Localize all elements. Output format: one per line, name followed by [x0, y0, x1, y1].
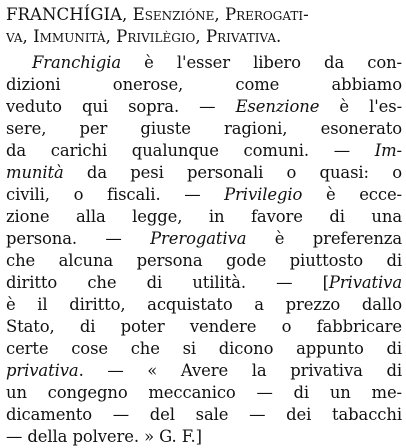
italic-term: Prerogativa [150, 229, 247, 248]
text-run: certe cose che si dicono appunto di [6, 339, 402, 358]
headword-privilegio: Privilègio [116, 27, 196, 46]
headword-immunita: Immunità [33, 27, 106, 46]
text-run: zione alla legge, in favore di una [6, 207, 402, 226]
headword-franchigia: FRANCHÍGIA [6, 5, 123, 24]
italic-term: Im- [374, 141, 402, 160]
text-line [6, 184, 402, 206]
headword-esenzione: Esenzióne [132, 5, 215, 24]
text-run: dizioni onerose, come abbiamo [6, 75, 402, 94]
text-run: Stato, di poter vendere o fabbricare [6, 317, 402, 336]
text-run: dicamento — del sale — dei tabacchi [6, 405, 402, 424]
text-run: è il diritto, acquistato a prezzo dallo [6, 295, 402, 314]
text-run: è l'esser libero da con- [121, 53, 402, 72]
text-run: civili, o fiscali. — [6, 185, 225, 204]
text-line [6, 74, 402, 96]
text-line [6, 250, 402, 272]
text-run: è preferenza [246, 229, 402, 248]
text-line [6, 140, 402, 162]
entry-heading: FRANCHÍGIA, Esenzióne, Prerogati- va, Immunità, Privilègio, Privativa. [6, 5, 309, 46]
italic-term: Franchigia [32, 53, 122, 72]
text-run: persona. — [6, 229, 151, 248]
text-run: che alcuna persona gode piuttosto di [6, 251, 402, 270]
text-line [6, 338, 402, 360]
entry-body [6, 52, 402, 448]
italic-term: privativa [6, 361, 79, 380]
text-line [6, 272, 402, 294]
text-line [6, 404, 402, 426]
text-line [6, 206, 402, 228]
headword-prerogativa: Prerogati- [224, 5, 309, 24]
headword-privativa: Privativa [205, 27, 277, 46]
text-run: è l'es- [319, 97, 402, 116]
text-line [6, 96, 402, 118]
text-run: diritto che di utilità. — [ [6, 273, 329, 292]
text-run: un congegno meccanico — di un me- [6, 383, 402, 402]
text-run: veduto qui sopra. — [6, 97, 236, 116]
italic-term: Esenzione [235, 97, 320, 116]
italic-term: Privativa [328, 273, 402, 292]
text-line [6, 294, 402, 316]
text-line [6, 360, 402, 382]
text-line [6, 316, 402, 338]
italic-term: munità [6, 163, 64, 182]
text-line [6, 162, 402, 184]
text-run: . — « Avere la privativa di [78, 361, 402, 380]
text-line [6, 426, 402, 448]
text-run: è ecce- [302, 185, 402, 204]
text-line [6, 52, 402, 74]
text-run: sere, per giuste ragioni, esonerato [6, 119, 402, 138]
text-line [6, 382, 402, 404]
text-run: da carichi qualunque comuni. — [6, 141, 375, 160]
text-run: da pesi personali o quasi: o [63, 163, 402, 182]
text-run: — della polvere. » G. F.] [6, 427, 202, 446]
italic-term: Privilegio [224, 185, 303, 204]
text-line [6, 228, 402, 250]
text-line [6, 118, 402, 140]
